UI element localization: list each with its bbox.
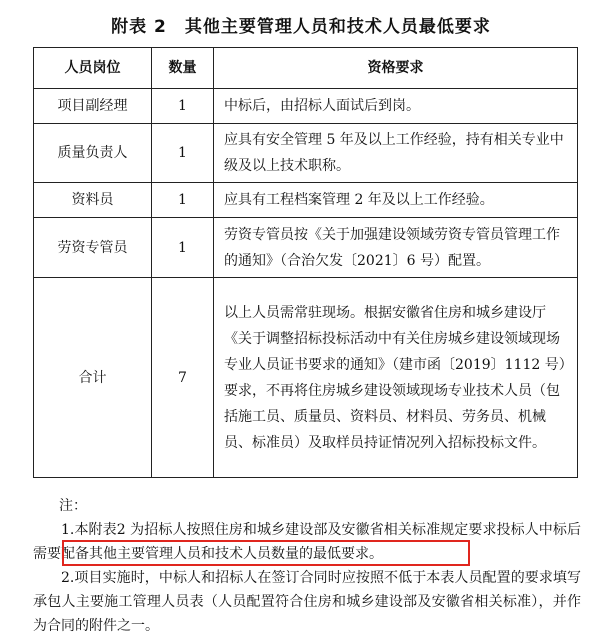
cell-count: 7: [152, 278, 214, 478]
cell-position: 劳资专管员: [34, 218, 152, 278]
cell-count: 1: [152, 89, 214, 124]
table-row: [34, 89, 578, 124]
cell-requirement: 应具有安全管理 5 年及以上工作经验，持有相关专业中级及以上技术职称。: [214, 124, 578, 183]
cell-requirement: 应具有工程档案管理 2 年及以上工作经验。: [214, 183, 578, 218]
notes-label: 注：: [59, 498, 87, 514]
cell-requirement: 中标后，由招标人面试后到岗。: [214, 89, 578, 124]
header-position: 人员岗位: [34, 48, 152, 89]
cell-requirement: 劳资专管员按《关于加强建设领域劳资专管员管理工作的通知》（合治欠发〔2021〕6 号）配置。: [214, 218, 578, 278]
notes-section: [33, 494, 581, 638]
table-header-row: [34, 48, 578, 89]
highlight-box: [62, 540, 470, 566]
requirements-table: [33, 47, 578, 478]
note-item: 1.本附表2 为招标人按照住房和城乡建设部及安徽省相关标准规定要求投标人中标后需要配备其他主要管理人员和技术人员数量的最低要求。: [33, 522, 581, 562]
cell-position: 资料员: [34, 183, 152, 218]
cell-position: 项目副经理: [34, 89, 152, 124]
header-count: 数量: [152, 48, 214, 89]
page-title: 附表 2 其他主要管理人员和技术人员最低要求: [111, 17, 491, 37]
table-row: [34, 183, 578, 218]
header-requirement: 资格要求: [214, 48, 578, 89]
cell-requirement: 以上人员需常驻现场。根据安徽省住房和城乡建设厅《关于调整招标投标活动中有关住房城乡建设领域现场专业人员证书要求的通知》（建市函〔2019〕1112 号）要求，不再将住房城乡建设领域现场专业技术人员（包括施工员、质量员、资料员、材料员、劳务员、机械员、标准员）及取样员持证情况列入招标投标文件。: [214, 278, 578, 478]
cell-count: 1: [152, 218, 214, 278]
cell-count: 1: [152, 124, 214, 183]
note-item: 2.项目实施时，中标人和招标人在签订合同时应按照不低于本表人员配置的要求填写承包人主要施工管理人员表（人员配置符合住房和城乡建设部及安徽省相关标准），并作为合同的附件之一。: [33, 570, 581, 634]
table-row: [34, 278, 578, 478]
table-row: [34, 218, 578, 278]
cell-position: 合计: [34, 278, 152, 478]
table-row: [34, 124, 578, 183]
cell-count: 1: [152, 183, 214, 218]
cell-position: 质量负责人: [34, 124, 152, 183]
